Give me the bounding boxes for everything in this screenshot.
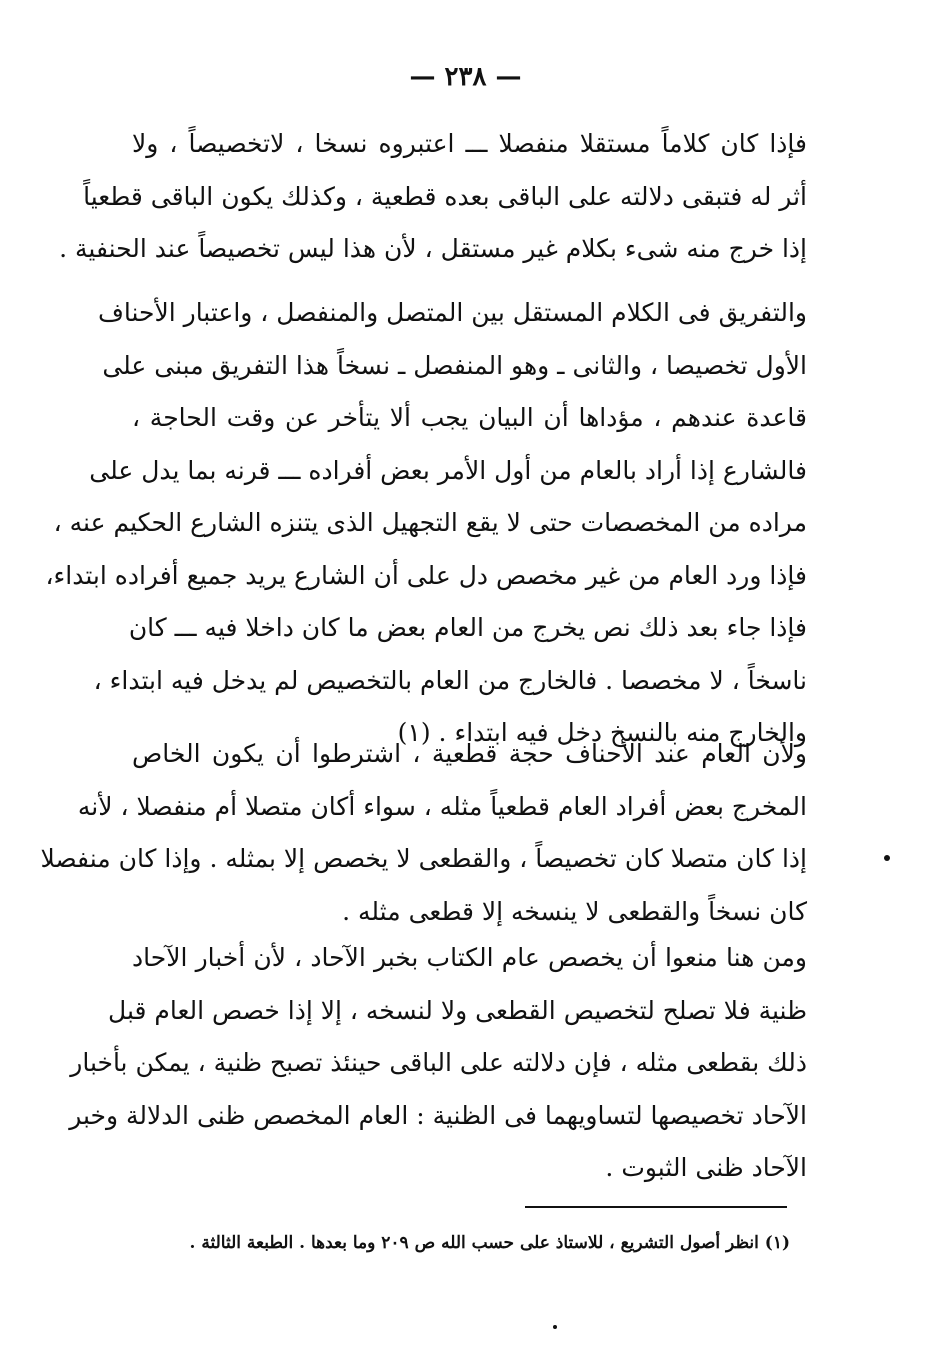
text-line: الأول تخصيصا ، والثانى ـ وهو المنفصل ـ نسخاً هذا التفريق مبنى على — [102, 350, 807, 380]
text-line: المخرج بعض أفراد العام قطعياً مثله ، سواء أكان متصلا أم منفصلا ، لأنه — [77, 791, 807, 821]
margin-dot — [884, 855, 890, 861]
text-line: ظنية فلا تصلح لتخصيص القطعى ولا لنسخه ، إلا إذا خصص العام قبل — [108, 995, 807, 1025]
text-line: فالشارع إذا أراد بالعام من أول الأمر بعض أفراده ـــ قرنه بما يدل على — [89, 455, 807, 485]
text-line: إذا خرج منه شىء بكلام غير مستقل ، لأن هذا ليس تخصيصاً عند الحنفية . — [59, 234, 807, 263]
text-line: والخارج منه بالنسخ دخل فيه ابتداء . (١) — [397, 718, 807, 747]
text-line: فإذا ورد العام من غير مخصص دل على أن الشارع يريد جميع أفراده ابتداء، — [45, 560, 807, 590]
text-line: فإذا كان كلاماً مستقلا منفصلا ـــ اعتبروه نسخا ، لاتخصيصاً ، ولا — [132, 129, 807, 158]
paragraph-2 — [45, 287, 807, 760]
text-line: ولأن العام عند الأحناف حجة قطعية ، اشترطوا أن يكون الخاص — [132, 739, 807, 768]
text-line: ذلك بقطعى مثله ، فإن دلالته على الباقى حينئذ تصبح ظنية ، يمكن بأخبار — [70, 1048, 807, 1077]
text-line: الآحاد تخصيصها لتساويهما فى الظنية : العام المخصص ظنى الدلالة وخبر — [69, 1100, 807, 1130]
footnote-divider — [525, 1206, 787, 1208]
paragraph-3 — [40, 728, 807, 938]
text-line: ومن هنا منعوا أن يخصص عام الكتاب بخبر الآحاد ، لأن أخبار الآحاد — [132, 943, 807, 972]
footnote: (١) انظر أصول التشريع ، للاستاذ على حسب الله ص ٢٠٩ وما بعدها . الطبعة الثالثة . — [189, 1233, 790, 1253]
text-line: مراده من المخصصات حتى لا يقع التجهيل الذى يتنزه الشارع الحكيم عنه ، — [53, 508, 807, 537]
text-line: فإذا جاء بعد ذلك نص يخرج من العام بعض ما كان داخلا فيه ـــ كان — [128, 613, 807, 642]
text-line: كان نسخاً والقطعى لا ينسخه إلا قطعى مثله . — [342, 896, 807, 926]
text-line: إذا كان متصلا كان تخصيصاً ، والقطعى لا يخصص إلا بمثله . وإذا كان منفصلا — [40, 844, 807, 873]
paragraph-1 — [59, 118, 807, 276]
margin-dot — [553, 1325, 557, 1329]
page-number: — ٢٣٨ — — [409, 62, 522, 92]
text-line: أثر له فتبقى دلالته على الباقى بعده قطعية ، وكذلك يكون الباقى قطعياً — [83, 181, 807, 211]
text-line: ناسخاً ، لا مخصصا . فالخارج من العام بالتخصيص لم يدخل فيه ابتداء ، — [93, 665, 807, 695]
text-line: قاعدة عندهم ، مؤداها أن البيان يجب ألا يتأخر عن وقت الحاجة ، — [132, 403, 807, 432]
text-line: والتفريق فى الكلام المستقل بين المتصل والمنفصل ، واعتبار الأحناف — [97, 298, 807, 327]
paragraph-4 — [69, 932, 807, 1195]
text-line: الآحاد ظنى الثبوت . — [605, 1153, 807, 1182]
